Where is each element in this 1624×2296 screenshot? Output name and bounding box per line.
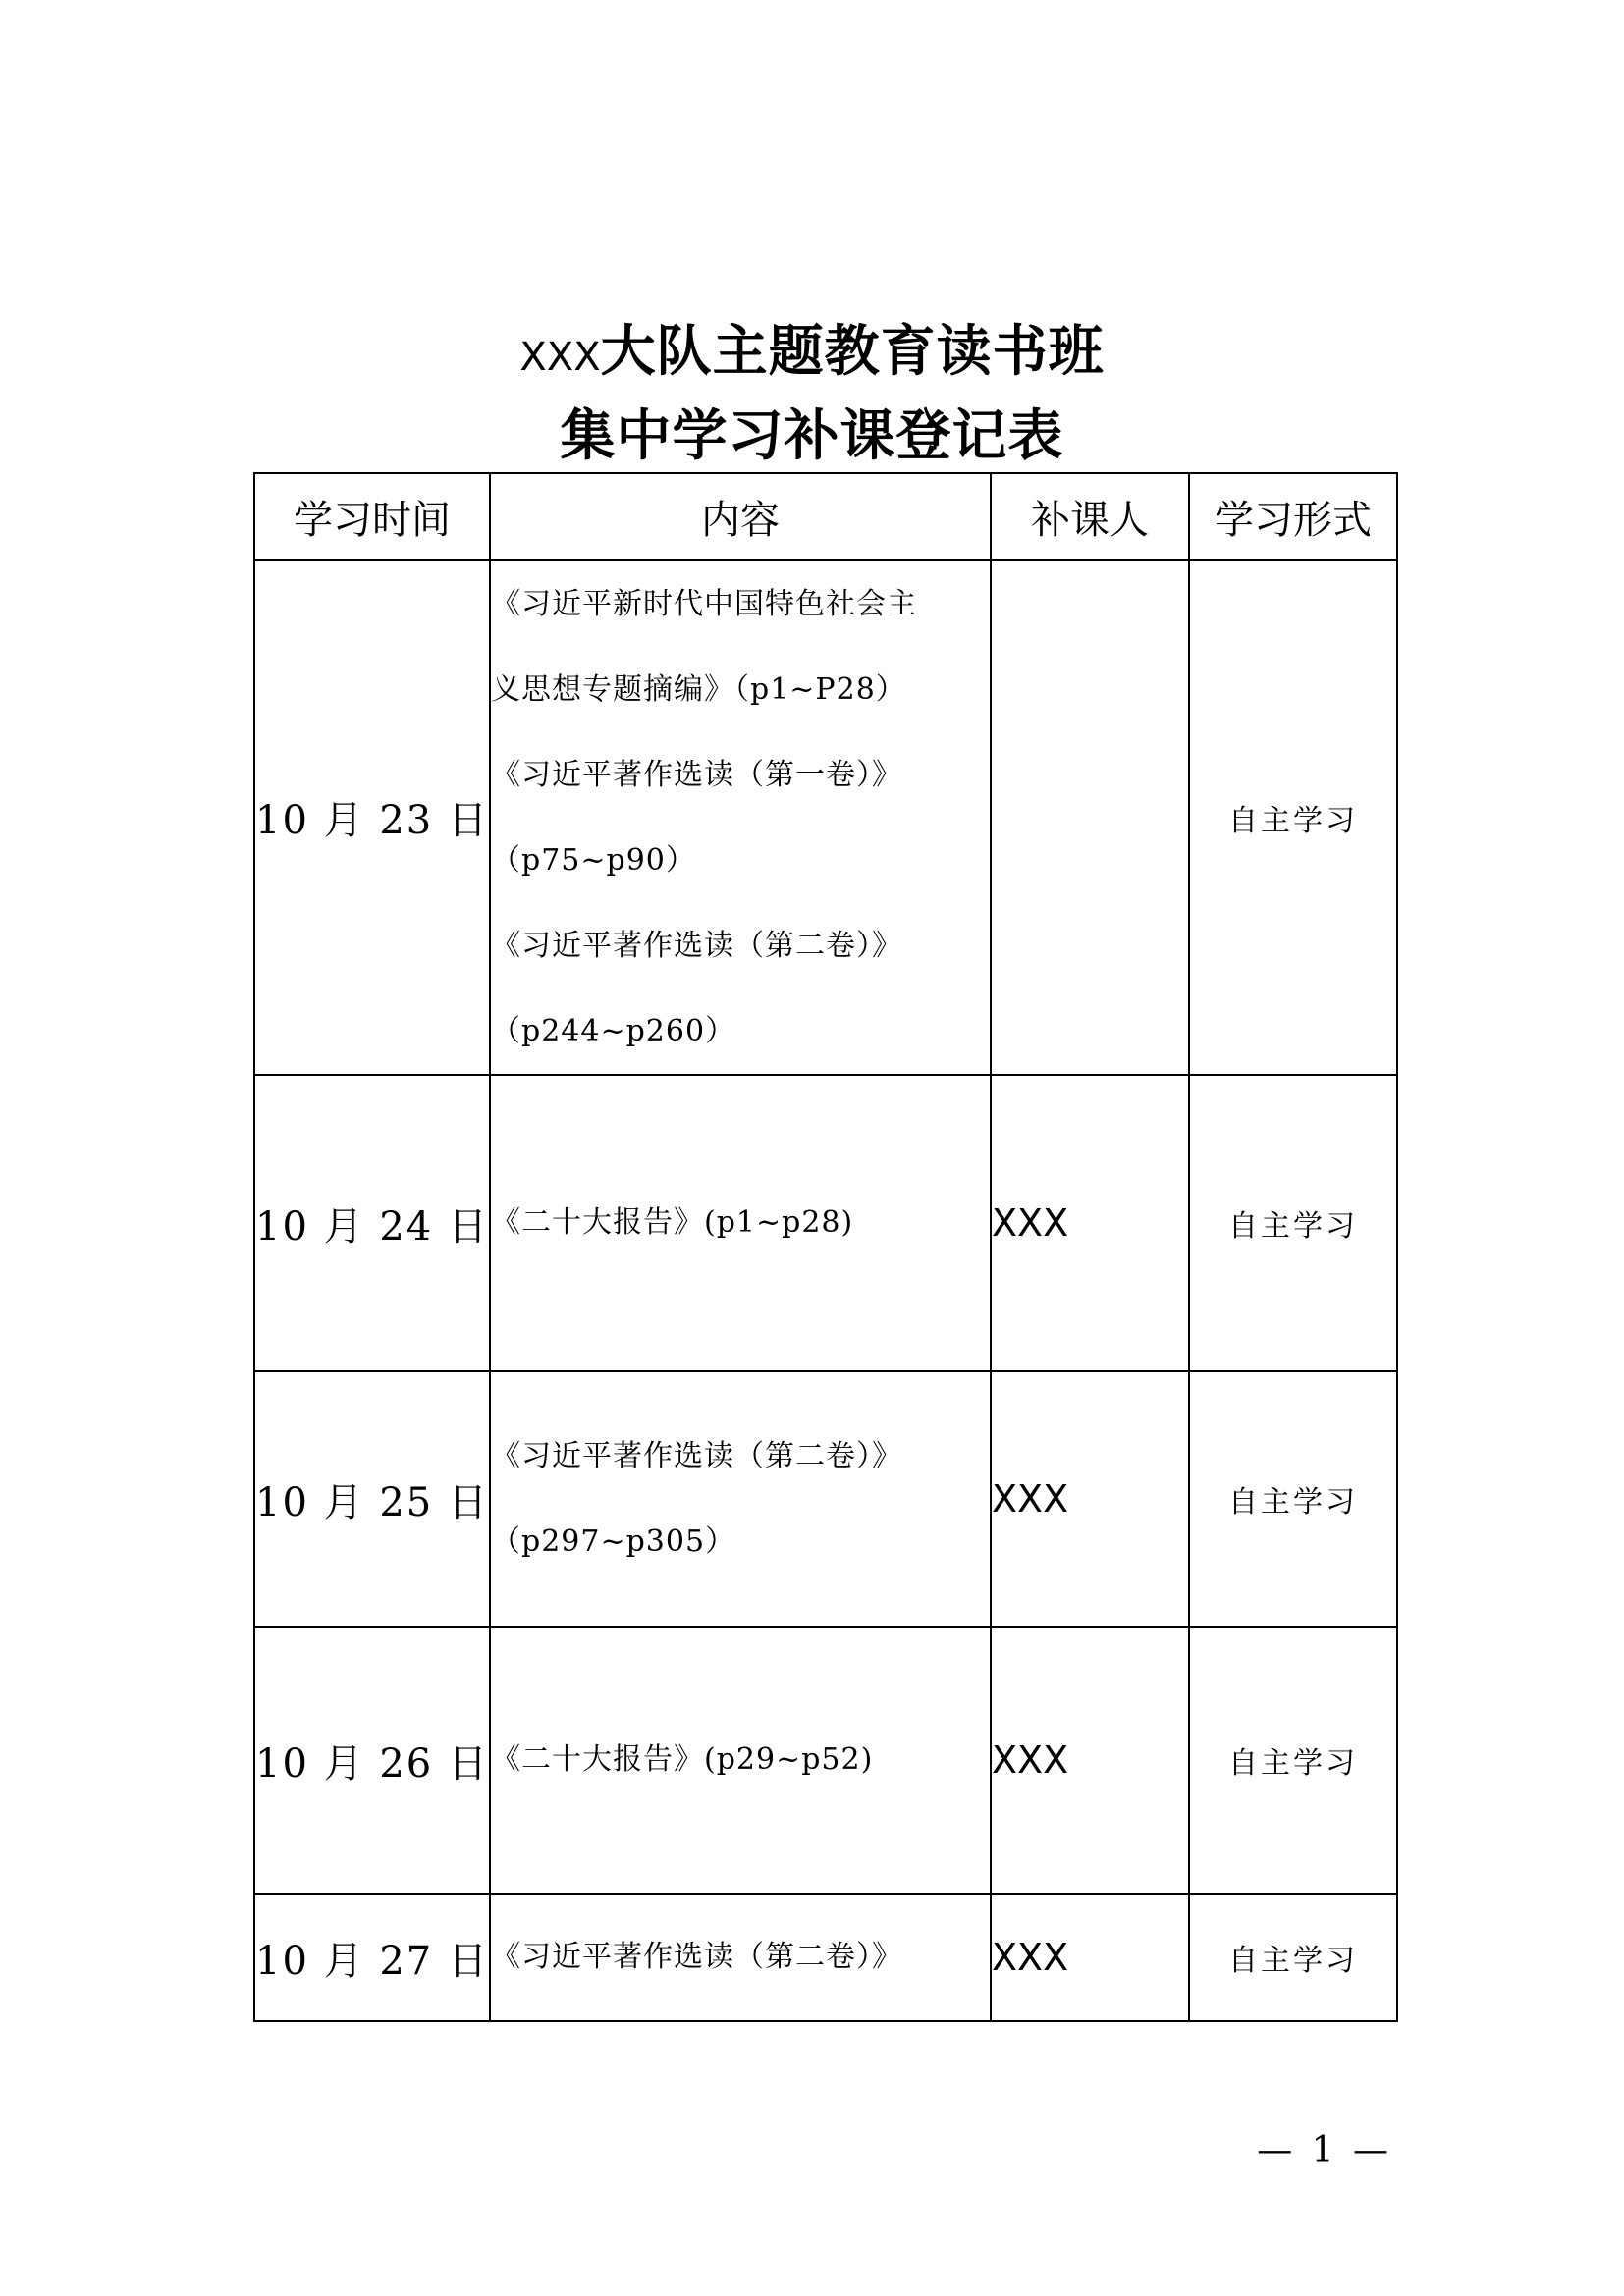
row-form: 自主学习 bbox=[1189, 1627, 1397, 1894]
document-title bbox=[0, 312, 1624, 475]
row-date: 10 月 26 日 bbox=[254, 1627, 490, 1894]
title-prefix: XXX bbox=[519, 335, 601, 380]
row-date: 10 月 27 日 bbox=[254, 1894, 490, 2021]
row-form: 自主学习 bbox=[1189, 560, 1397, 1075]
registration-table bbox=[253, 472, 1398, 2022]
header-form: 学习形式 bbox=[1189, 473, 1397, 560]
row-content bbox=[490, 1894, 991, 2021]
row-person: XXX bbox=[991, 1371, 1189, 1627]
title-line-1 bbox=[0, 312, 1624, 397]
row-content bbox=[490, 1371, 991, 1627]
title-main: 大队主题教育读书班 bbox=[600, 319, 1105, 384]
title-line-2: 集中学习补课登记表 bbox=[560, 403, 1064, 468]
row-date: 10 月 25 日 bbox=[254, 1371, 490, 1627]
row-form: 自主学习 bbox=[1189, 1371, 1397, 1627]
table-row bbox=[254, 1075, 1397, 1371]
row-form: 自主学习 bbox=[1189, 1894, 1397, 2021]
page-number: — 1 — bbox=[1257, 2130, 1392, 2170]
content-line: （p297~p305） bbox=[491, 1524, 736, 1559]
table-row bbox=[254, 1894, 1397, 2021]
content-line: （p244~p260） bbox=[491, 1013, 736, 1048]
row-person: XXX bbox=[991, 1075, 1189, 1371]
table-header-row bbox=[254, 473, 1397, 560]
row-date: 10 月 24 日 bbox=[254, 1075, 490, 1371]
row-person: XXX bbox=[991, 1627, 1189, 1894]
table-row bbox=[254, 560, 1397, 1075]
content-line: 义思想专题摘编》（p1~P28） bbox=[491, 671, 906, 707]
row-date: 10 月 23 日 bbox=[254, 560, 490, 1075]
row-form: 自主学习 bbox=[1189, 1075, 1397, 1371]
table-row bbox=[254, 1627, 1397, 1894]
row-content bbox=[490, 1627, 991, 1894]
content-line: （p75~p90） bbox=[491, 842, 696, 878]
content-line: 《二十大报告》(p1~p28) bbox=[491, 1205, 854, 1240]
header-person: 补课人 bbox=[991, 473, 1189, 560]
content-line: 《二十大报告》(p29~p52) bbox=[491, 1742, 874, 1777]
row-person: XXX bbox=[991, 1894, 1189, 2021]
content-line: 《习近平著作选读（第二卷）》 bbox=[491, 1940, 902, 1974]
row-content bbox=[490, 560, 991, 1075]
row-content bbox=[490, 1075, 991, 1371]
header-date: 学习时间 bbox=[254, 473, 490, 560]
content-line: 《习近平新时代中国特色社会主 bbox=[491, 586, 917, 621]
content-line: 《习近平著作选读（第一卷）》 bbox=[491, 757, 902, 792]
content-line: 《习近平著作选读（第二卷）》 bbox=[491, 1439, 902, 1473]
header-content: 内容 bbox=[490, 473, 991, 560]
table-row bbox=[254, 1371, 1397, 1627]
content-line: 《习近平著作选读（第二卷）》 bbox=[491, 928, 902, 963]
row-person bbox=[991, 560, 1189, 1075]
